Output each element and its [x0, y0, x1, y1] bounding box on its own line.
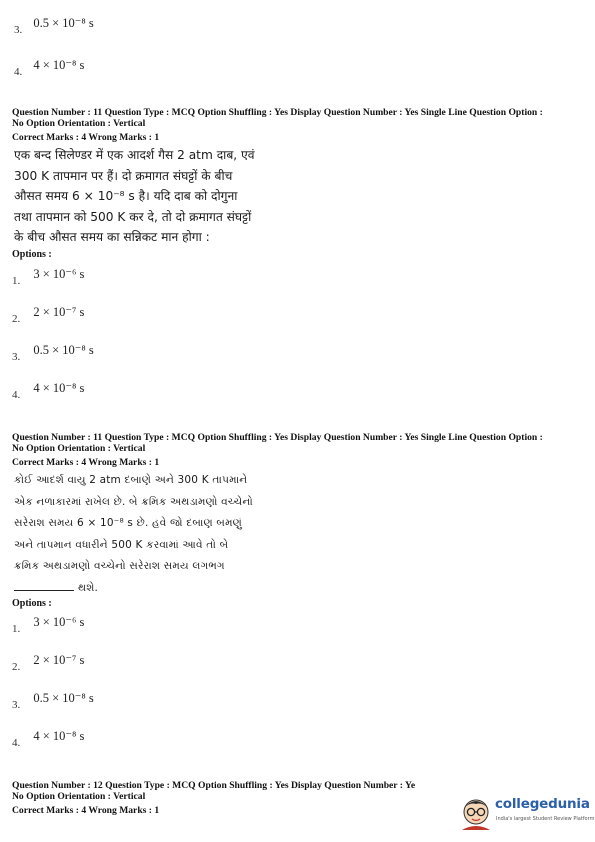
option-value: 4 × 10⁻⁸ s	[33, 58, 85, 72]
option-item	[12, 301, 85, 325]
option-value: 3 × 10⁻⁶ s	[33, 267, 85, 281]
question-text-line: ક્રમિક અથડામણો વચ્ચેનો સરેરાશ સમય લગભગ	[14, 560, 225, 572]
option-item	[12, 263, 85, 287]
top-option-4	[14, 54, 85, 78]
option-item	[12, 377, 85, 401]
option-value: 0.5 × 10⁻⁸ s	[33, 16, 94, 30]
question-text-line: के बीच औसत समय का सन्निकट मान होगा :	[14, 230, 210, 244]
option-value: 3 × 10⁻⁶ s	[33, 615, 85, 629]
top-option-3	[14, 12, 94, 36]
question-marks: Correct Marks : 4 Wrong Marks : 1	[12, 132, 160, 143]
question-meta-line: No Option Orientation : Vertical	[12, 791, 146, 802]
question-marks: Correct Marks : 4 Wrong Marks : 1	[12, 457, 160, 468]
option-value: 0.5 × 10⁻⁸ s	[33, 691, 94, 705]
option-number: 2.	[12, 661, 21, 673]
question-meta-line: Question Number : 12 Question Type : MCQ Option Shuffling : Yes Display Question Number : Ye	[12, 780, 416, 791]
option-number: 4.	[12, 389, 21, 401]
option-value: 0.5 × 10⁻⁸ s	[33, 343, 94, 357]
option-item	[12, 687, 94, 711]
question-meta	[12, 432, 543, 454]
question-text-line: કોઈ આદર્શ વાયુ 2 atm દબાણે અને 300 K તાપમાને	[14, 474, 248, 486]
question-text-line: અને તાપમાન વધારીને 500 K કરવામાં આવે તો બે	[14, 538, 229, 551]
option-item	[12, 611, 85, 635]
logo-tagline: India's largest Student Review Platform	[496, 816, 595, 822]
option-number: 3.	[12, 351, 21, 363]
question-text-line	[14, 578, 374, 600]
question-text-line: 300 K तापमान पर हैं। दो क्रमागत संघट्टों के बीच	[14, 168, 233, 183]
mascot-icon	[458, 792, 494, 832]
question-text-suffix: થશે.	[78, 581, 99, 594]
question-meta-line: Question Number : 11 Question Type : MCQ Option Shuffling : Yes Display Question Number : Yes Single Line Question Option :	[12, 432, 543, 443]
question-marks: Correct Marks : 4 Wrong Marks : 1	[12, 805, 160, 816]
option-number: 3.	[14, 24, 23, 36]
option-number: 3.	[12, 699, 21, 711]
option-value: 2 × 10⁻⁷ s	[33, 653, 85, 667]
option-value: 4 × 10⁻⁸ s	[33, 381, 85, 395]
option-item	[12, 649, 85, 673]
logo-wordmark: collegedunia	[495, 796, 590, 812]
option-number: 1.	[12, 623, 21, 635]
question-meta-line: No Option Orientation : Vertical	[12, 118, 146, 129]
option-number: 2.	[12, 313, 21, 325]
option-number: 4.	[12, 737, 21, 749]
option-number: 1.	[12, 275, 21, 287]
question-text-line: तथा तापमान को 500 K कर दे, तो दो क्रमागत संघट्टों	[14, 209, 252, 224]
option-number: 4.	[14, 66, 23, 78]
option-value: 4 × 10⁻⁸ s	[33, 729, 85, 743]
question-text-line: સરેરાશ સમય 6 × 10⁻⁸ s છે. હવે જો દબાણ બમણું	[14, 517, 243, 529]
answer-blank	[14, 590, 74, 591]
question-text-hindi	[14, 145, 374, 248]
option-item	[12, 725, 85, 749]
question-meta-line: Question Number : 11 Question Type : MCQ Option Shuffling : Yes Display Question Number : Yes Single Line Question Option :	[12, 107, 543, 118]
question-text-gujarati	[14, 470, 374, 599]
options-label: Options :	[12, 598, 52, 609]
question-meta	[12, 107, 543, 129]
question-meta	[12, 780, 415, 802]
question-text-line: एक बन्द सिलेण्डर में एक आदर्श गैस 2 atm दाब, एवं	[14, 148, 255, 162]
collegedunia-logo	[458, 792, 595, 832]
options-label: Options :	[12, 249, 52, 260]
question-text-line: એક નળાકારમાં રાખેલ છે. બે ક્રમિક અથડામણો વચ્ચેનો	[14, 495, 253, 508]
question-meta-line: No Option Orientation : Vertical	[12, 443, 146, 454]
option-value: 2 × 10⁻⁷ s	[33, 305, 85, 319]
option-item	[12, 339, 94, 363]
question-text-line: औसत समय 6 × 10⁻⁸ s है। यदि दाब को दोगुना	[14, 189, 238, 203]
